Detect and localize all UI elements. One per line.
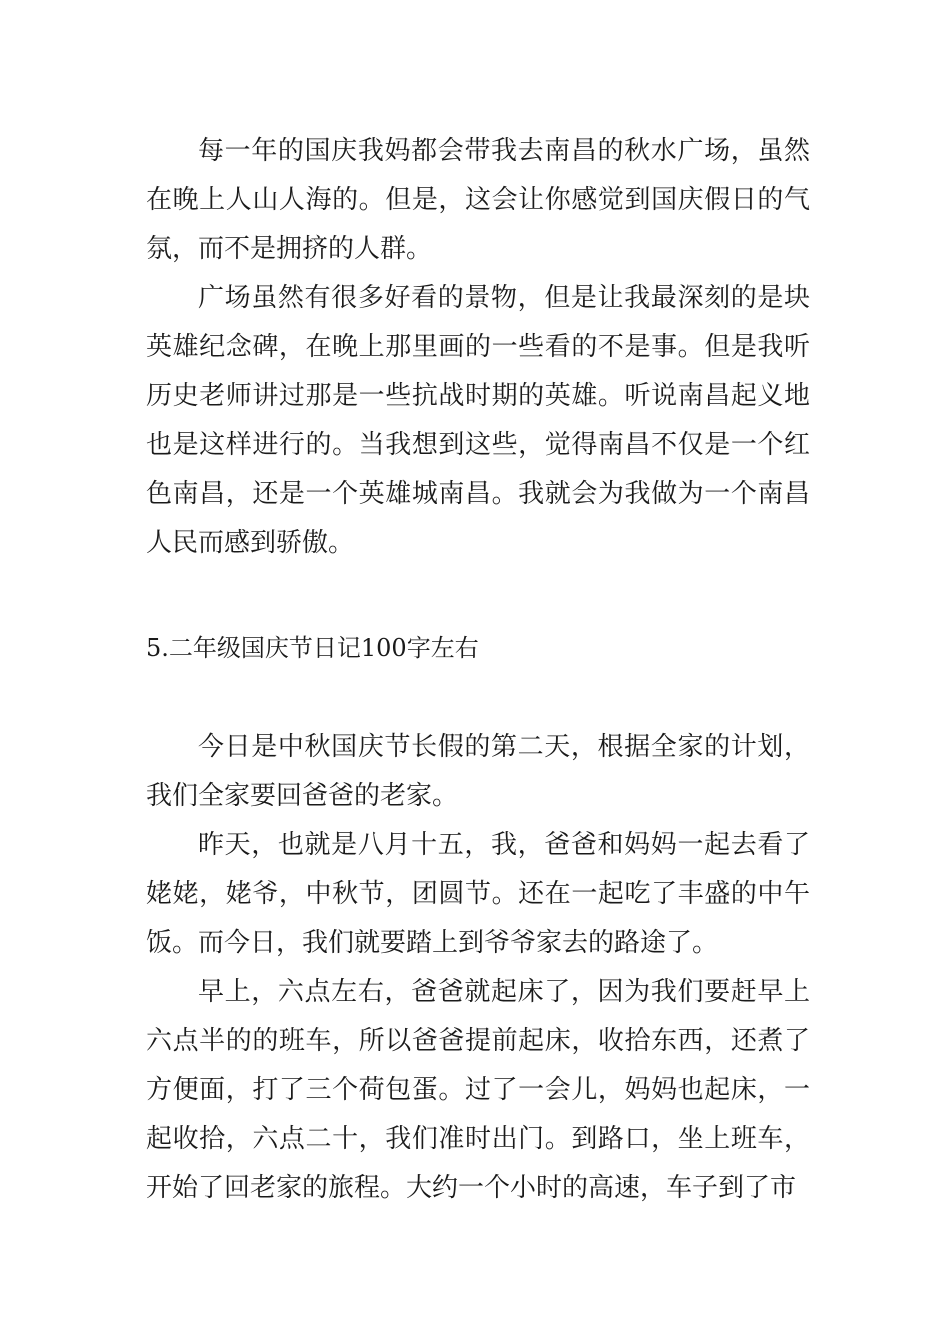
paragraph-1: 每一年的国庆我妈都会带我去南昌的秋水广场，虽然在晚上人山人海的。但是，这会让你感觉到国庆假日的气氛，而不是拥挤的人群。: [146, 136, 810, 264]
paragraph-2: 广场虽然有很多好看的景物，但是让我最深刻的是块英雄纪念碑，在晚上那里画的一些看的不是事。但是我听历史老师讲过那是一些抗战时期的英雄。听说南昌起义地也是这样进行的。当我想到这些，觉得南昌不仅是一个红色南昌，还是一个英雄城南昌。我就会为我做为一个南昌人民而感到骄傲。: [146, 283, 810, 558]
paragraph-5: 早上，六点左右，爸爸就起床了，因为我们要赶早上六点半的的班车，所以爸爸提前起床，收拾东西，还煮了方便面，打了三个荷包蛋。过了一会儿，妈妈也起床，一起收拾，六点二十，我们准时出门。到路口，坐上班车，开始了回老家的旅程。大约一个小时的高速，车子到了市: [146, 977, 810, 1203]
section-heading: 5.二年级国庆节日记100字左右: [146, 634, 479, 662]
paragraph-4: 昨天，也就是八月十五，我，爸爸和妈妈一起去看了姥姥，姥爷，中秋节，团圆节。还在一起吃了丰盛的中午饭。而今日，我们就要踏上到爷爷家去的路途了。: [146, 830, 810, 958]
paragraph-3: 今日是中秋国庆节长假的第二天，根据全家的计划，我们全家要回爸爸的老家。: [146, 732, 810, 811]
section-2: [146, 723, 810, 1213]
section-1: [146, 127, 810, 568]
